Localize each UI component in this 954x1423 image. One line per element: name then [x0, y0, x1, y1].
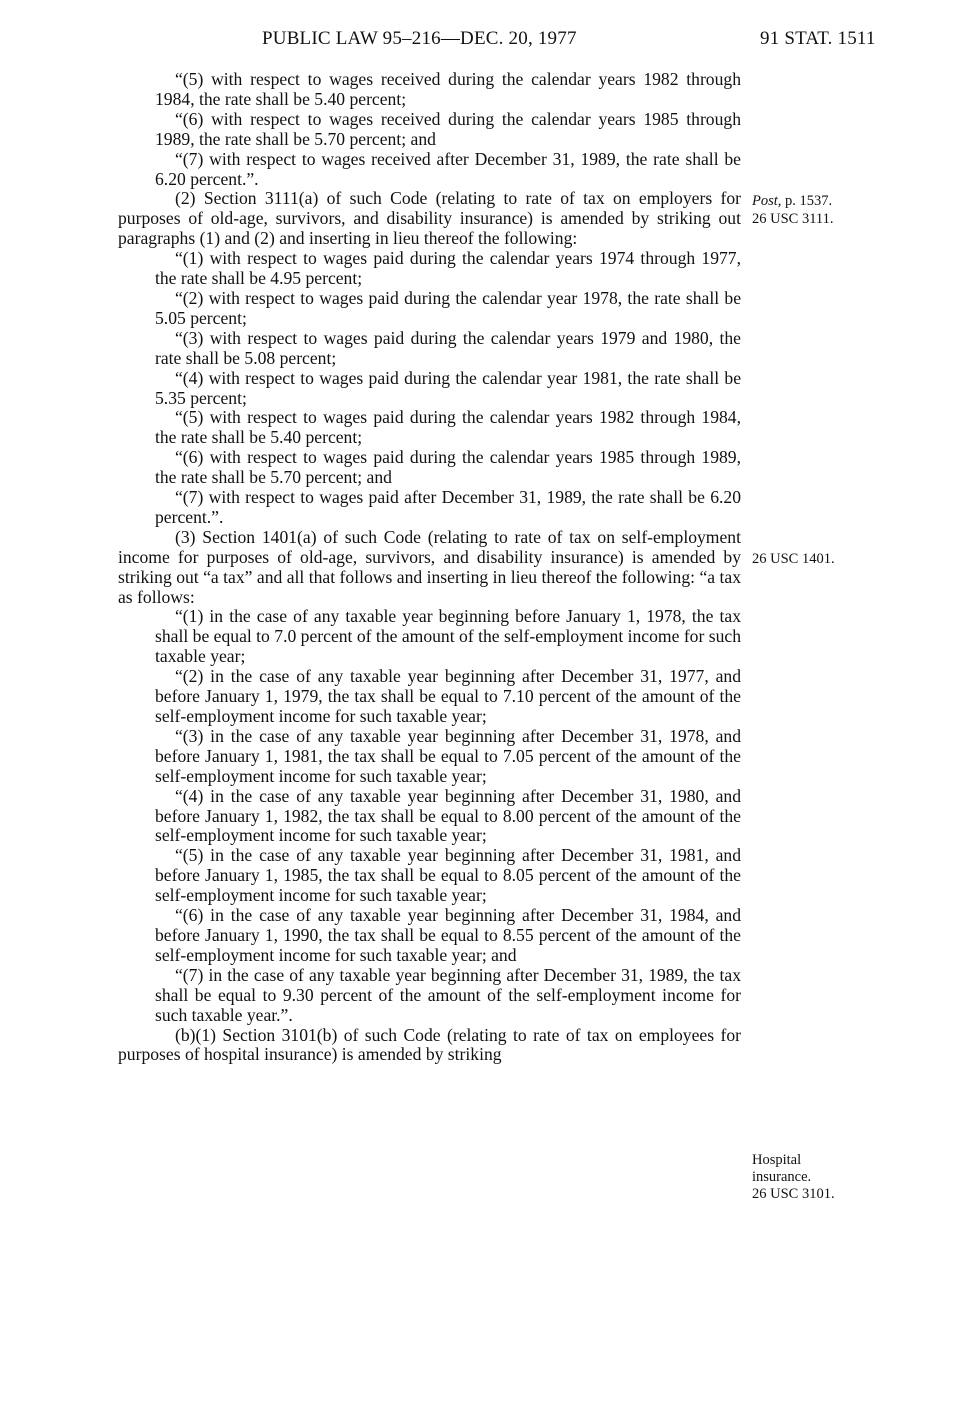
paragraph: “(5) in the case of any taxable year beginning after December 31, 1981, and before January 1, 1985, the tax shall be equal to 8.05 percent of the amount of the self-employment income for such taxable year; — [155, 845, 741, 906]
paragraph: “(5) with respect to wages received during the calendar years 1982 through 1984, the rate shall be 5.40 percent; — [155, 69, 741, 109]
margin-note-usc-3101: 26 USC 3101. — [752, 1186, 835, 1202]
paragraph: “(3) with respect to wages paid during the calendar years 1979 and 1980, the rate shall be 5.08 percent; — [155, 327, 741, 368]
margin-note-hospital: Hospital — [752, 1152, 802, 1168]
paragraph: “(1) with respect to wages paid during the calendar years 1974 through 1977, the rate shall be 4.95 percent; — [155, 248, 741, 289]
paragraph: “(4) with respect to wages paid during the calendar year 1981, the rate shall be 5.35 percent; — [155, 367, 741, 408]
margin-note-usc-3111: 26 USC 3111. — [752, 211, 834, 227]
paragraph: “(2) in the case of any taxable year beginning after December 31, 1977, and before January 1, 1979, the tax shall be equal to 7.10 percent of the amount of the self-employment income for such taxable year; — [155, 666, 741, 726]
body-text — [118, 69, 741, 1065]
header-title: PUBLIC LAW 95–216—DEC. 20, 1977 — [262, 28, 577, 49]
margin-note-post-ref — [752, 193, 912, 210]
paragraph: “(7) with respect to wages paid after December 31, 1989, the rate shall be 6.20 percent.”. — [155, 487, 741, 527]
paragraph: “(2) with respect to wages paid during the calendar year 1978, the rate shall be 5.05 percent; — [155, 287, 741, 328]
page-header — [0, 28, 954, 54]
paragraph: “(6) with respect to wages paid during the calendar years 1985 through 1989, the rate shall be 5.70 percent; and — [155, 447, 741, 488]
header-stat-page: 91 STAT. 1511 — [760, 28, 876, 49]
margin-note-insurance: insurance. — [752, 1169, 812, 1185]
margin-note-usc-1401: 26 USC 1401. — [752, 551, 835, 567]
paragraph: “(6) in the case of any taxable year beginning after December 31, 1984, and before January 1, 1990, the tax shall be equal to 8.55 percent of the amount of the self-employment income for such taxable year; and — [155, 905, 741, 965]
paragraph: “(4) in the case of any taxable year beginning after December 31, 1980, and before January 1, 1982, the tax shall be equal to 8.00 percent of the amount of the self-employment income for such taxable year; — [155, 785, 741, 846]
paragraph: (2) Section 3111(a) of such Code (relating to rate of tax on employers for purposes of old-age, survivors, and disability insurance) is amended by striking out paragraphs (1) and (2) and inserting in lieu thereof the following: — [118, 188, 741, 249]
paragraph: “(6) with respect to wages received during the calendar years 1985 through 1989, the rate shall be 5.70 percent; and — [155, 108, 741, 149]
post-ref-page: p. 1537. — [785, 193, 833, 209]
paragraph: “(7) in the case of any taxable year beginning after December 31, 1989, the tax shall be equal to 9.30 percent of the amount of the self-employment income for such taxable year.”. — [155, 964, 741, 1025]
paragraph: “(1) in the case of any taxable year beginning before January 1, 1978, the tax shall be equal to 7.0 percent of the amount of the self-employment income for such taxable year; — [155, 606, 741, 667]
paragraph: (3) Section 1401(a) of such Code (relating to rate of tax on self-employment income for purposes of old-age, survivors, and disability insurance) is amended by striking out “a tax” and all that follows and inserting in lieu thereof the following: “a tax as follows: — [118, 526, 741, 607]
paragraph: (b)(1) Section 3101(b) of such Code (relating to rate of tax on employees for purposes of hospital insurance) is amended by striking — [118, 1024, 741, 1065]
paragraph: “(7) with respect to wages received after December 31, 1989, the rate shall be 6.20 percent.”. — [155, 148, 741, 189]
post-ref-label: Post, — [752, 193, 782, 209]
paragraph: “(3) in the case of any taxable year beginning after December 31, 1978, and before January 1, 1981, the tax shall be equal to 7.05 percent of the amount of the self-employment income for such taxable year; — [155, 725, 741, 786]
paragraph: “(5) with respect to wages paid during the calendar years 1982 through 1984, the rate shall be 5.40 percent; — [155, 407, 741, 448]
